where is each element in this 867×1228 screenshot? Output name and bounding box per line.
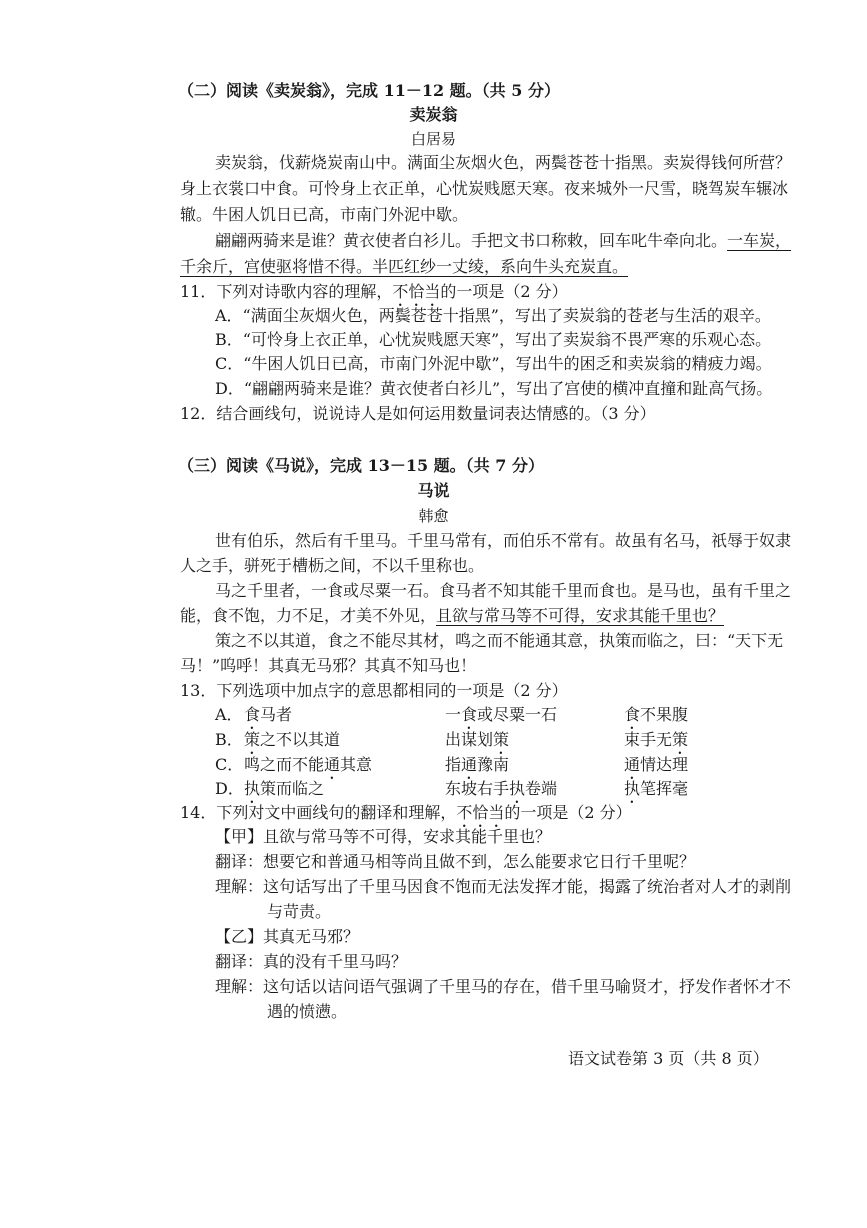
q12-stem: 12．结合画线句，说说诗人是如何运用数量词表达情感的。（3 分） <box>180 404 656 423</box>
q13-phrase-pre: 指 <box>445 755 462 774</box>
poem-line-4-text: 翩翩两骑来是谁？黄衣使者白衫儿。手把文书口称敕，回车叱牛牵向北。 <box>215 231 728 250</box>
q11-option-b: B．“可怜身上衣正单，心忧炭贱愿天寒”，写出了卖炭翁不畏严寒的乐观心态。 <box>215 330 772 349</box>
q13-option-label: C． <box>215 755 244 774</box>
q11-option-d: D．“翩翩两骑来是谁？黄衣使者白衫儿”，写出了宫使的横冲直撞和趾高气扬。 <box>215 379 773 398</box>
q14-yi-translation <box>215 951 407 973</box>
q13-option-label: B． <box>215 730 243 749</box>
essay-line-2: 人之手，骈死于槽枥之间，不以千里称也。 <box>180 556 485 575</box>
essay-line-4 <box>180 605 724 627</box>
q11-option-a: A．“满面尘灰烟火色，两鬓苍苍十指黑”，写出了卖炭翁的苍老与生活的艰辛。 <box>215 306 771 325</box>
q14-yi-understanding <box>215 976 791 998</box>
q14-yi-line <box>215 926 359 948</box>
page-footer: 语文试卷第 3 页（共 8 页） <box>568 1049 769 1068</box>
q14-stem-emphasis: 不恰当 <box>456 803 505 822</box>
q14-jia-understanding <box>215 876 791 898</box>
q13-phrase-pre: 鸣之而不能 <box>244 755 325 774</box>
q13-phrase-post: 马者 <box>260 705 293 724</box>
q11-stem-b: 的一项是（2 分） <box>440 282 568 301</box>
q13-phrase-pre: 一 <box>445 705 462 724</box>
poem-title: 卖炭翁 <box>409 105 458 124</box>
q13-phrase-post: 笔挥毫 <box>640 779 689 798</box>
q14-jia-trans-label: 翻译： <box>215 852 264 871</box>
q14-jia-translation <box>215 851 695 873</box>
q14-jia-und-label: 理解： <box>215 877 264 896</box>
q13-stem: 13．下列选项中加点字的意思都相同的一项是（2 分） <box>180 681 568 700</box>
q13-phrase-pre: 束手无 <box>624 730 673 749</box>
q13-phrase-post: 或尽粟一石 <box>477 705 558 724</box>
poem-line-3: 辙。牛困人饥日已高，市南门外泥中歇。 <box>180 205 469 224</box>
q14-jia-trans-text: 想要它和普通马相等尚且做不到，怎么能要求它日行千里呢？ <box>263 852 696 871</box>
essay-author: 韩愈 <box>418 507 449 525</box>
q13-phrase-emphasis: 策 <box>493 730 510 749</box>
q13-phrase-emphasis: 执 <box>244 779 261 798</box>
q14-jia-label: 【甲】 <box>215 827 264 846</box>
q14-yi-text: 其真无马邪？ <box>263 927 360 946</box>
essay-line-6: 马！”呜呼！其真无马邪？其真不知马也！ <box>180 656 477 675</box>
q13-phrase-emphasis: 策 <box>672 730 689 749</box>
poem-line-2: 身上衣裳口中食。可怜身上衣正单，心忧炭贱愿天寒。夜来城外一尺雪，晓驾炭车辗冰 <box>180 179 789 198</box>
q13-phrase-post: 其意 <box>340 755 373 774</box>
q14-jia-text: 且欲与常马等不可得，安求其能千里也？ <box>263 827 552 846</box>
q13-phrase-post: 之不以其道 <box>260 730 341 749</box>
poem-line-4 <box>215 230 791 252</box>
q13-phrase-emphasis: 通 <box>624 755 641 774</box>
section2-header: （二）阅读《卖炭翁》，完成 11－12 题。（共 5 分） <box>178 81 560 100</box>
poem-author: 白居易 <box>410 130 456 148</box>
q14-jia-und-text-2: 与苛责。 <box>267 902 332 921</box>
q14-yi-trans-label: 翻译： <box>215 952 264 971</box>
q13-phrase-pre: 出谋划 <box>445 730 494 749</box>
essay-title: 马说 <box>417 481 450 500</box>
q14-yi-und-text-1: 这句话以诘问语气强调了千里马的存在，借千里马喻贤才，抒发作者怀才不 <box>263 977 792 996</box>
q13-phrase-emphasis: 执 <box>509 779 526 798</box>
poem-line-1: 卖炭翁，伐薪烧炭南山中。满面尘灰烟火色，两鬓苍苍十指黑。卖炭得钱何所营？ <box>215 153 792 172</box>
essay-line-1: 世有伯乐，然后有千里马。千里马常有，而伯乐不常有。故虽有名马，祇辱于奴隶 <box>215 531 792 550</box>
q13-phrase-emphasis: 通 <box>324 755 341 774</box>
q13-phrase-emphasis: 策 <box>244 730 261 749</box>
q13-phrase-post: 豫南 <box>477 755 510 774</box>
section3-header: （三）阅读《马说》，完成 13－15 题。（共 7 分） <box>178 456 544 475</box>
essay-line-4-text: 能，食不饱，力不足，才美不外见， <box>180 606 437 625</box>
q11-option-c: C．“牛困人饥日已高，市南门外泥中歇”，写出牛的困乏和卖炭翁的精疲力竭。 <box>215 354 772 373</box>
q13-option-phrase <box>624 778 688 807</box>
q13-phrase-emphasis: 通 <box>461 755 478 774</box>
q11-stem-emphasis: 不恰当 <box>392 282 441 301</box>
q13-phrase-emphasis: 食 <box>624 705 641 724</box>
q11-stem-a: 11．下列对诗歌内容的理解， <box>180 282 393 301</box>
poem-underline-1: 一车炭， <box>727 231 792 250</box>
q14-stem-a: 14．下列对文中画线句的翻译和理解， <box>180 803 457 822</box>
q13-phrase-post: 卷端 <box>525 779 558 798</box>
q14-yi-label: 【乙】 <box>215 927 264 946</box>
essay-line-3: 马之千里者，一食或尽粟一石。食马者不知其能千里而食也。是马也，虽有千里之 <box>215 581 792 600</box>
q13-option-label: A． <box>215 705 243 724</box>
q13-phrase-post: 不果腹 <box>640 705 689 724</box>
q14-yi-und-text-2: 遇的愤懑。 <box>267 1002 348 1021</box>
q13-phrase-emphasis: 执 <box>624 779 641 798</box>
q13-phrase-emphasis: 食 <box>461 705 478 724</box>
q13-phrase-emphasis: 食 <box>244 705 261 724</box>
q13-phrase-post: 策而临之 <box>260 779 325 798</box>
q14-stem-b: 的一项是（2 分） <box>504 803 632 822</box>
q13-phrase-post: 情达理 <box>640 755 689 774</box>
q14-jia-line <box>215 826 551 848</box>
essay-underline-jia: 且欲与常马等不可得，安求其能千里也？ <box>436 606 725 625</box>
q13-phrase-pre: 东坡右手 <box>445 779 510 798</box>
q14-jia-und-text-1: 这句话写出了千里马因食不饱而无法发挥才能，揭露了统治者对人才的剥削 <box>263 877 792 896</box>
essay-line-5: 策之不以其道，食之不能尽其材，鸣之而不能通其意，执策而临之，曰：“天下无 <box>215 631 784 650</box>
q14-yi-und-label: 理解： <box>215 977 264 996</box>
poem-underline-2: 千余斤，宫使驱将惜不得。半匹红纱一丈绫，系向牛头充炭直。 <box>180 257 629 276</box>
q13-option-label: D． <box>215 779 244 798</box>
q14-yi-trans-text: 真的没有千里马吗？ <box>263 952 408 971</box>
